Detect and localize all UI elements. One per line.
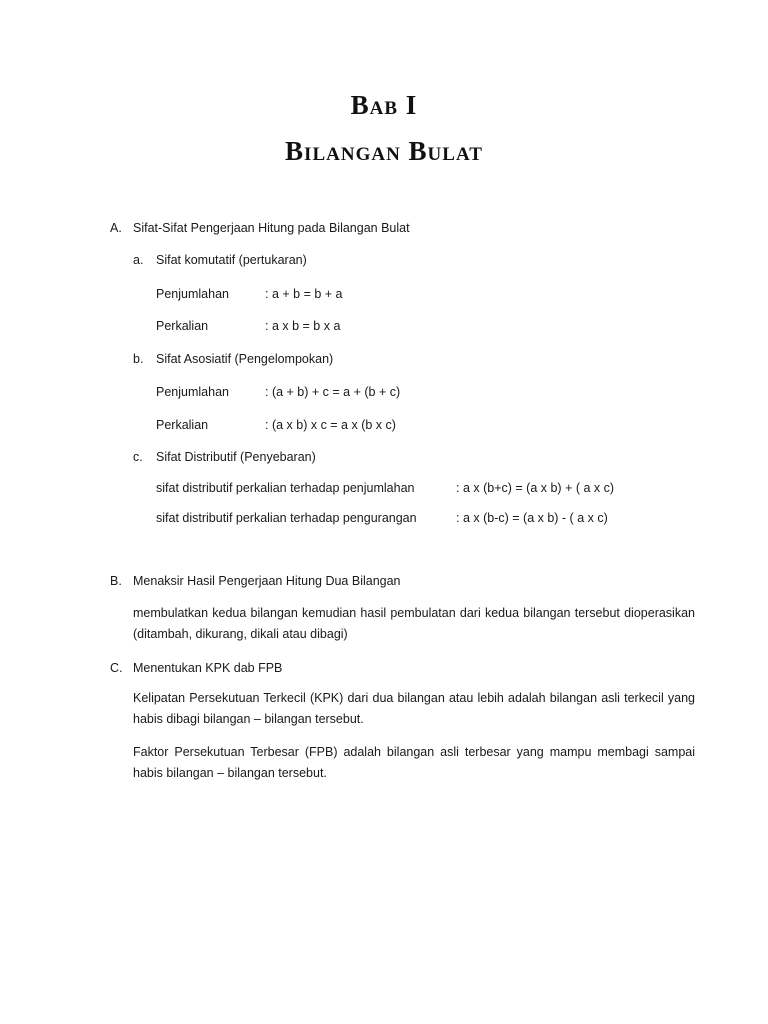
property-formula: : a x (b-c) = (a x b) - ( a x c) [456,511,608,525]
property-label: Penjumlahan [156,385,229,399]
property-formula: : a + b = b + a [265,287,343,301]
section-c-paragraph-kpk: Kelipatan Persekutuan Terkecil (KPK) dari dua bilangan atau lebih adalah bilangan asli terkecil yang habis dibagi bilangan – bilangan tersebut. [133,691,695,726]
sub-c-marker: c. [133,450,143,464]
property-formula: : a x b = b x a [265,319,341,333]
sub-a-heading: Sifat komutatif (pertukaran) [156,253,307,267]
property-label: sifat distributif perkalian terhadap pengurangan [156,511,417,525]
section-b-marker: B. [110,574,122,588]
property-label: Perkalian [156,319,209,333]
section-a-heading: Sifat-Sifat Pengerjaan Hitung pada Bilangan Bulat [133,221,410,235]
chapter-title: Bilangan Bulat [285,136,483,166]
property-formula: : a x (b+c) = (a x b) + ( a x c) [456,481,615,495]
property-formula: : (a + b) + c = a + (b + c) [265,385,401,399]
section-c-marker: C. [110,661,123,675]
sub-b-marker: b. [133,352,144,366]
chapter-number: Bab I [350,90,418,120]
property-formula: : (a x b) x c = a x (b x c) [265,418,396,432]
property-label: Perkalian [156,418,209,432]
section-c-paragraph-fpb: Faktor Persekutuan Terbesar (FPB) adalah bilangan asli terbesar yang mampu membagi sampai habis bilangan – bilangan tersebut. [133,745,695,780]
section-c-heading: Menentukan KPK dab FPB [133,661,283,675]
sub-b-heading: Sifat Asosiatif (Pengelompokan) [156,352,334,366]
sub-a-marker: a. [133,253,144,267]
property-label: Penjumlahan [156,287,229,301]
property-label: sifat distributif perkalian terhadap penjumlahan [156,481,415,495]
section-b-paragraph: membulatkan kedua bilangan kemudian hasil pembulatan dari kedua bilangan tersebut dioperasikan (ditambah, dikurang, dikali atau dibagi) [133,606,695,641]
sub-c-heading: Sifat Distributif (Penyebaran) [156,450,316,464]
section-a-marker: A. [110,221,122,235]
section-b-heading: Menaksir Hasil Pengerjaan Hitung Dua Bilangan [133,574,401,588]
